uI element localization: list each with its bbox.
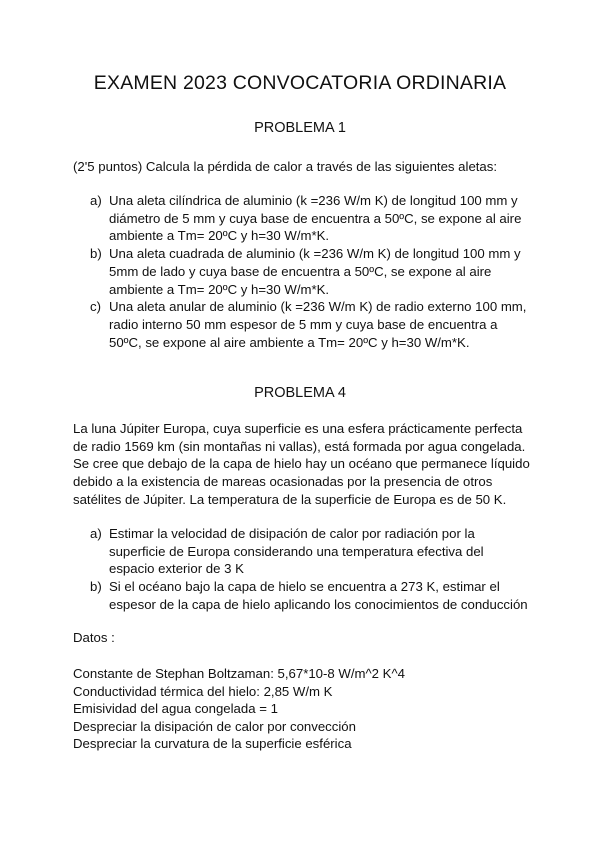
problem-1-intro: (2'5 puntos) Calcula la pérdida de calor a través de las siguientes aletas:	[73, 159, 498, 174]
item-line: radio interno 50 mm espesor de 5 mm y cuya base de encuentra a	[109, 316, 498, 332]
paragraph-line: La luna Júpiter Europa, cuya superficie es una esfera prácticamente perfecta	[73, 421, 523, 436]
datos-item: Despreciar la curvatura de la superficie esférica	[73, 736, 352, 752]
item-line: Una aleta cilíndrica de aluminio (k =236 W/m K) de longitud 100 mm y	[109, 193, 518, 208]
problem-4-paragraph	[73, 420, 530, 509]
item-line: espacio exterior de 3 K	[109, 561, 244, 577]
problem-1-item-b	[90, 245, 526, 298]
problem-4-heading: PROBLEMA 4	[254, 385, 346, 401]
item-line: Estimar la velocidad de disipación de calor por radiación por la	[109, 526, 475, 541]
paragraph-line: de radio 1569 km (sin montañas ni vallas), está formada por agua congelada.	[73, 438, 526, 454]
item-line: diámetro de 5 mm y cuya base de encuentra a 50ºC, se expone al aire	[109, 210, 522, 226]
paragraph-line: debido a la existencia de mareas ocasionadas por la presencia de otros	[73, 474, 493, 490]
paragraph-line: Se cree que debajo de la capa de hielo hay un océano que permanece líquido	[73, 456, 530, 472]
item-text	[109, 298, 526, 351]
datos-label: Datos :	[73, 630, 115, 645]
item-text	[109, 578, 528, 613]
item-line: 5mm de lado y cuya base de encuentra a 50ºC, se expone al aire	[109, 263, 492, 279]
paragraph-line: satélites de Júpiter. La temperatura de la superficie de Europa es de 50 K.	[73, 491, 507, 507]
list-marker: b)	[90, 246, 102, 262]
datos-item: Constante de Stephan Boltzaman: 5,67*10-8 W/m^2 K^4	[73, 666, 405, 681]
item-text	[109, 245, 521, 298]
problem-1-list	[90, 192, 526, 351]
item-line: superficie de Europa considerando una temperatura efectiva del	[109, 543, 484, 559]
item-line: ambiente a Tm= 20ºC y h=30 W/m*K.	[109, 228, 330, 244]
list-marker: b)	[90, 579, 102, 595]
item-line: 50ºC, se expone al aire ambiente a Tm= 20ºC y h=30 W/m*K.	[109, 334, 470, 350]
list-marker: a)	[90, 526, 102, 541]
problem-4-item-b	[90, 578, 528, 613]
datos-item: Despreciar la disipación de calor por convección	[73, 718, 356, 734]
problem-1-item-a	[90, 192, 526, 245]
exam-title: EXAMEN 2023 CONVOCATORIA ORDINARIA	[93, 72, 507, 94]
item-line: espesor de la capa de hielo aplicando los conocimientos de conducción	[109, 596, 528, 612]
list-marker: c)	[90, 299, 101, 315]
item-line: Si el océano bajo la capa de hielo se encuentra a 273 K, estimar el	[109, 579, 500, 595]
datos-list	[73, 665, 405, 753]
item-line: Una aleta anular de aluminio (k =236 W/m K) de radio externo 100 mm,	[109, 299, 527, 315]
problem-1-heading: PROBLEMA 1	[254, 120, 346, 136]
item-text	[109, 192, 521, 245]
problem-4-item-a	[90, 525, 528, 578]
item-line: Una aleta cuadrada de aluminio (k =236 W/m K) de longitud 100 mm y	[109, 246, 521, 262]
datos-item: Conductividad térmica del hielo: 2,85 W/m K	[73, 683, 333, 699]
item-line: ambiente a Tm= 20ºC y h=30 W/m*K.	[109, 281, 330, 297]
list-marker: a)	[90, 193, 102, 208]
problem-1-item-c	[90, 298, 526, 351]
datos-item: Emisividad del agua congelada = 1	[73, 701, 278, 717]
problem-4-list	[90, 525, 528, 614]
item-text	[109, 525, 484, 578]
